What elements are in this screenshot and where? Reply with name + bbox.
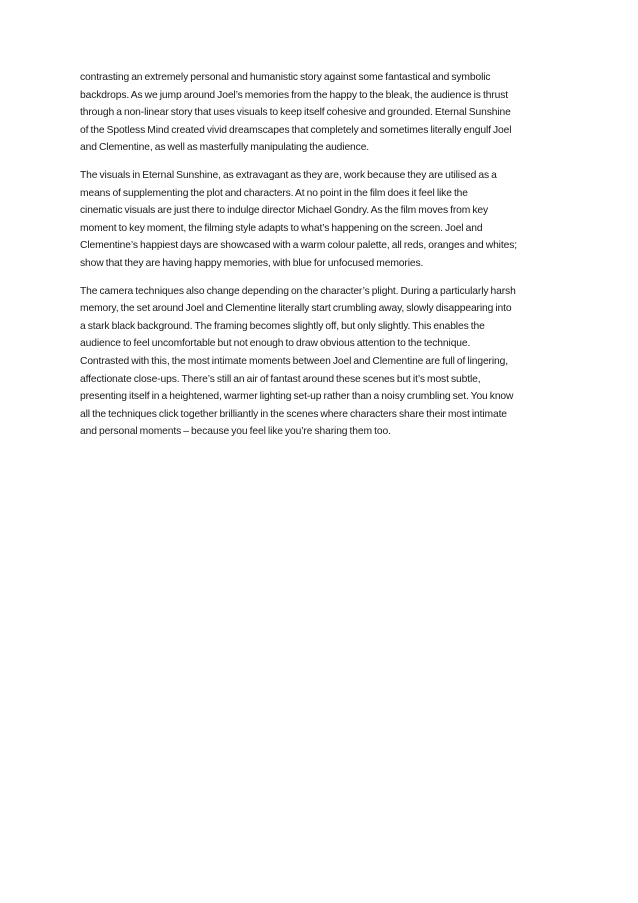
paragraph-2 — [80, 167, 564, 273]
document-page — [80, 69, 564, 451]
text-line: all the techniques click together brilliantly in the scenes where characters share their most intimate — [80, 408, 507, 420]
text-line: audience to feel uncomfortable but not enough to draw obvious attention to the technique. — [80, 338, 471, 350]
text-line: of the Spotless Mind created vivid dreamscapes that completely and sometimes literally engulf Joel — [80, 124, 512, 136]
paragraph-1 — [80, 69, 564, 157]
text-line: show that they are having happy memories, with blue for unfocused memories. — [80, 257, 424, 269]
text-line: and Clementine, as well as masterfully manipulating the audience. — [80, 142, 370, 154]
text-line: presenting itself in a heightened, warmer lighting set-up rather than a noisy crumbling set. You know — [80, 391, 514, 403]
text-line: means of supplementing the plot and characters. At no point in the film does it feel like the — [80, 187, 468, 199]
text-line: The visuals in Eternal Sunshine, as extravagant as they are, work because they are utilised as a — [80, 169, 497, 181]
text-line: backdrops. As we jump around Joel’s memories from the happy to the bleak, the audience is thrust — [80, 89, 508, 101]
text-line: and personal moments – because you feel like you’re sharing them too. — [80, 426, 391, 438]
paragraph-3 — [80, 283, 564, 441]
text-line: contrasting an extremely personal and humanistic story against some fantastical and symbolic — [80, 72, 491, 83]
text-line: Contrasted with this, the most intimate moments between Joel and Clementine are full of lingering, — [80, 355, 508, 367]
text-line: moment to key moment, the filming style adapts to what’s happening on the screen. Joel and — [80, 222, 483, 234]
text-line: through a non-linear story that uses visuals to keep itself cohesive and grounded. Eternal Sunshine — [80, 107, 511, 119]
text-line: cinematic visuals are just there to indulge director Michael Gondry. As the film moves from key — [80, 205, 489, 217]
text-line: affectionate close-ups. There’s still an air of fantast around these scenes but it’s most subtle, — [80, 373, 481, 385]
text-line: Clementine’s happiest days are showcased with a warm colour palette, all reds, oranges and whites; — [80, 240, 517, 252]
text-line: a stark black background. The framing becomes slightly off, but only slightly. This enables the — [80, 320, 485, 332]
text-line: memory, the set around Joel and Clementine literally start crumbling away, slowly disappearing into — [80, 303, 512, 315]
text-line: The camera techniques also change depending on the character’s plight. During a particularly harsh — [80, 285, 516, 297]
